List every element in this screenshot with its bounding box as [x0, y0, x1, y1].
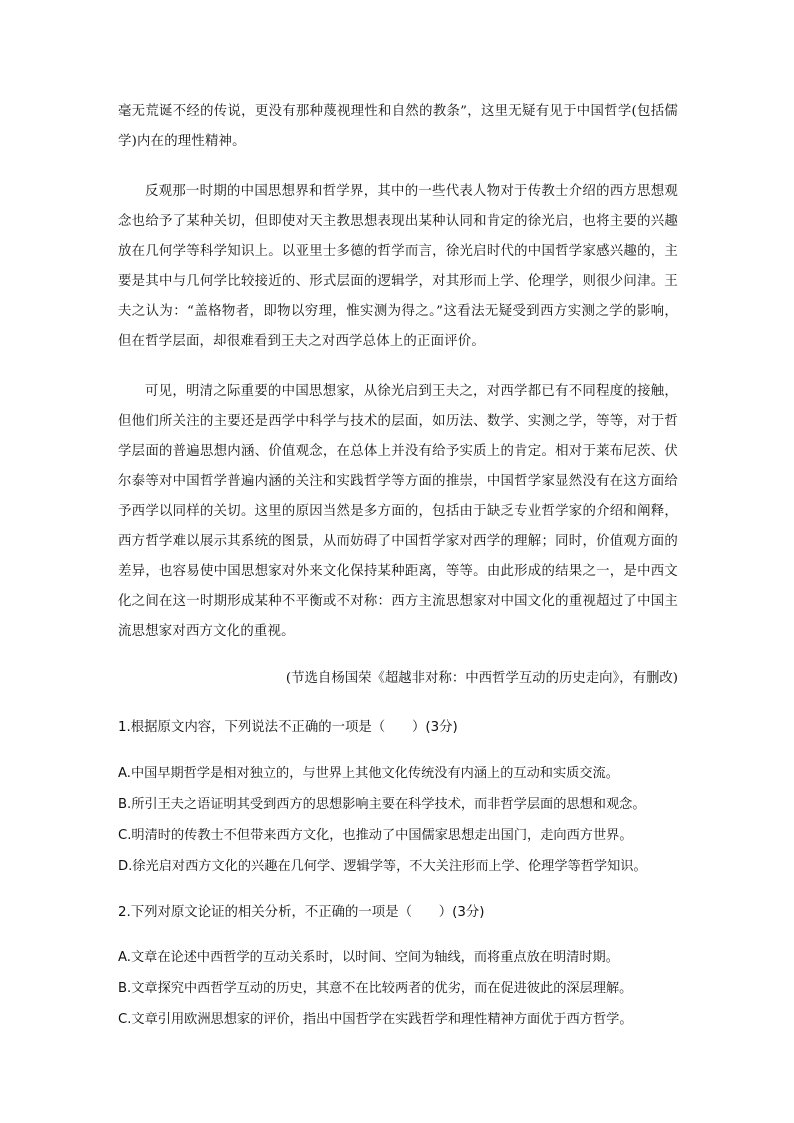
question-1-stem: 1.根据原文内容，下列说法不正确的一项是（ ）(3分) — [118, 720, 458, 735]
passage-paragraph-2: 反观那一时期的中国思想界和哲学界，其中的一些代表人物对于传教士介绍的西方思想观念也给予了某种关切，但即使对天主教思想表现出某种认同和肯定的徐光启，也将主要的兴趣放在几何学等科学知识上。以亚里士多德的哲学而言，徐光启时代的中国哲学家感兴趣的，主要是其中与几何学比较接近的、形式层面的逻辑学，对其形而上学、伦理学，则很少问津。王夫之认为：“盖格物者，即物以穷理，惟实测为得之。”这看法无疑受到西方实测之学的影响，但在哲学层面，却很难看到王夫之对西学总体上的正面评价。 — [118, 184, 678, 349]
question-1-option-c: C.明清时的传教士不但带来西方文化，也推动了中国儒家思想走出国门，走向西方世界。 — [118, 828, 633, 843]
question-2-option-c: C.文章引用欧洲思想家的评价，指出中国哲学在实践哲学和理性精神方面优于西方哲学。 — [118, 1012, 633, 1027]
passage-paragraph-1: 毫无荒诞不经的传说，更没有那种蔑视理性和自然的教条”，这里无疑有见于中国哲学(包括儒学)内在的理性精神。 — [118, 104, 678, 149]
question-2-stem: 2.下列对原文论证的相关分析，不正确的一项是（ ）(3分) — [118, 905, 485, 920]
question-2-option-a: A.文章在论述中西哲学的互动关系时，以时间、空间为轴线，而将重点放在明清时期。 — [118, 950, 619, 965]
question-1-option-b: B.所引王夫之语证明其受到西方的思想影响主要在科学技术，而非哲学层面的思想和观念。 — [118, 797, 646, 812]
question-1-option-d: D.徐光启对西方文化的兴趣在几何学、逻辑学等，不大关注形而上学、伦理学等哲学知识。 — [118, 859, 647, 874]
question-2-option-b: B.文章探究中西哲学互动的历史，其意不在比较两者的优劣，而在促进彼此的深层理解。 — [118, 981, 633, 996]
passage — [118, 97, 678, 667]
passage-paragraph-3: 可见，明清之际重要的中国思想家，从徐光启到王夫之，对西学都已有不同程度的接触，但他们所关注的主要还是西学中科学与技术的层面，如历法、数学、实测之学，等等，对于哲学层面的普遍思想内涵、价值观念，在总体上并没有给予实质上的肯定。相对于莱布尼茨、伏尔泰等对中国哲学普遍内涵的关注和实践哲学等方面的推崇，中国哲学家显然没有在这方面给予西学以同样的关切。这里的原因当然是多方面的，包括由于缺乏专业哲学家的介绍和阐释，西方哲学难以展示其系统的图景，从而妨碍了中国哲学家对西学的理解；同时，价值观方面的差异，也容易使中国思想家对外来文化保持某种距离，等等。由此形成的结果之一，是中西文化之间在这一时期形成某种不平衡或不对称：西方主流思想家对中国文化的重视超过了中国主流思想家对西方文化的重视。 — [118, 384, 678, 639]
question-1-option-a: A.中国早期哲学是相对独立的，与世界上其他文化传统没有内涵上的互动和实质交流。 — [118, 766, 619, 781]
passage-source: (节选自杨国荣《超越非对称：中西哲学互动的历史走向》，有删改) — [285, 671, 678, 686]
